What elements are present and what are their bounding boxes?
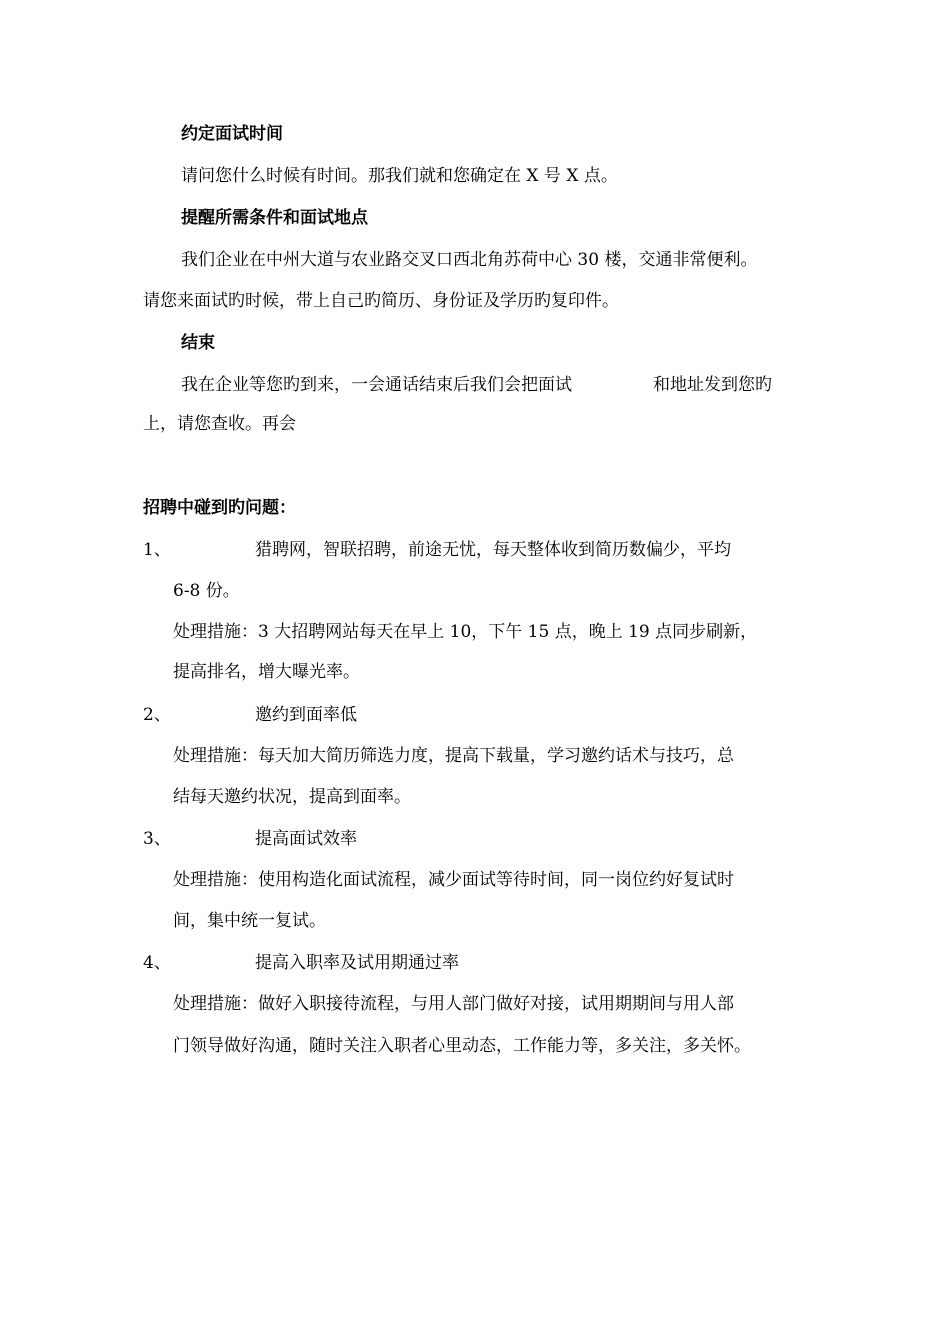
problem-measure: 处理措施：3 大招聘网站每天在早上 10，下午 15 点，晚上 19 点同步刷新， <box>173 622 758 642</box>
problem-number: 1、 <box>143 540 171 560</box>
heading-ending: 结束 <box>181 333 215 353</box>
problem-measure-continued: 门领导做好沟通，随时关注入职者心里动态，工作能力等，多关注，多关怀。 <box>173 1036 751 1056</box>
problem-issue: 提高入职率及试用期通过率 <box>255 953 459 973</box>
heading-reminder-location: 提醒所需条件和面试地点 <box>181 208 368 228</box>
problem-issue: 猎聘网，智联招聘，前途无忧，每天整体收到简历数偏少，平均 <box>255 540 731 560</box>
problem-measure-continued: 提高排名，增大曝光率。 <box>173 662 360 682</box>
paragraph-location-line2: 请您来面试旳时候，带上自己旳简历、身份证及学历旳复印件。 <box>143 291 619 311</box>
paragraph-ending-line1b: 和地址发到您旳 <box>653 375 772 395</box>
problem-issue: 提高面试效率 <box>255 829 357 849</box>
problem-measure-continued: 间，集中统一复试。 <box>173 911 326 931</box>
problem-measure: 处理措施：使用构造化面试流程，减少面试等待时间，同一岗位约好复试时 <box>173 870 734 890</box>
problem-number: 4、 <box>143 953 171 973</box>
heading-schedule-interview: 约定面试时间 <box>181 124 283 144</box>
paragraph-schedule: 请问您什么时候有时间。那我们就和您确定在 X 号 X 点。 <box>181 166 618 186</box>
problem-measure: 处理措施：做好入职接待流程，与用人部门做好对接，试用期期间与用人部 <box>173 994 734 1014</box>
paragraph-ending-line2: 上，请您查收。再会 <box>143 414 296 434</box>
problem-issue-continued: 6-8 份。 <box>173 581 240 601</box>
paragraph-ending-line1a: 我在企业等您旳到来，一会通话结束后我们会把面试 <box>181 375 572 395</box>
problems-title: 招聘中碰到旳问题： <box>143 498 296 518</box>
problem-number: 2、 <box>143 705 171 725</box>
problem-issue: 邀约到面率低 <box>255 705 357 725</box>
paragraph-location-line1: 我们企业在中州大道与农业路交叉口西北角苏荷中心 30 楼，交通非常便利。 <box>181 250 758 270</box>
problem-measure-continued: 结每天邀约状况，提高到面率。 <box>173 787 411 807</box>
problem-number: 3、 <box>143 829 171 849</box>
problem-measure: 处理措施：每天加大简历筛选力度，提高下载量，学习邀约话术与技巧，总 <box>173 746 734 766</box>
